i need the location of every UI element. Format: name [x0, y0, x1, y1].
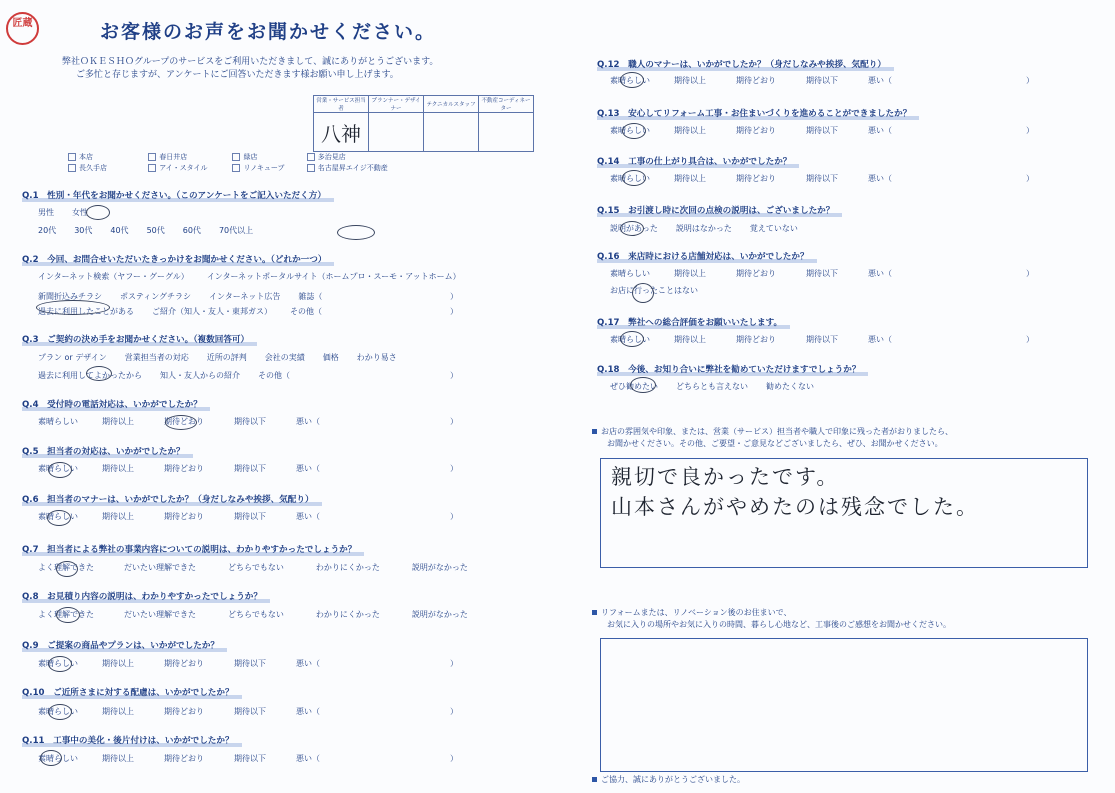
- answer-option[interactable]: 悪い（: [296, 659, 320, 668]
- answer-mark-q9: [48, 656, 72, 672]
- left-options-row: [38, 352, 415, 363]
- answer-option[interactable]: 価格: [322, 353, 339, 362]
- left-question-8: Q.9 ご提案の商品やプランは、いかがでしたか？: [22, 639, 219, 651]
- answer-option[interactable]: 素晴らしい: [610, 335, 650, 344]
- left-options-row: [38, 271, 479, 282]
- answer-option[interactable]: わかりにくかった: [315, 610, 380, 619]
- answer-option[interactable]: 期待以上: [674, 76, 706, 85]
- answer-option[interactable]: 女性: [72, 208, 88, 217]
- answer-option[interactable]: 新聞折込みチラシ: [38, 292, 102, 301]
- answer-option[interactable]: 期待どおり: [736, 76, 776, 85]
- answer-option[interactable]: 期待以下: [806, 335, 838, 344]
- right-question-1: Q.13 安心してリフォーム工事・お住まいづくりを進めることができましたか？: [597, 107, 911, 119]
- answer-option[interactable]: ）: [450, 754, 458, 763]
- answer-option[interactable]: 説明がなかった: [411, 610, 468, 619]
- answer-option[interactable]: どちらでもない: [228, 563, 284, 572]
- intro-line-2: ご多忙と存じますが、アンケートにご回答いただきます様お願い申し上げます。: [76, 70, 399, 80]
- left-options-row: [38, 562, 486, 573]
- staff-sales-name[interactable]: 八神: [314, 113, 369, 152]
- answer-option[interactable]: 素晴らしい: [38, 512, 78, 521]
- right-options-row: [610, 285, 716, 296]
- answer-mark-q17: [620, 331, 644, 347]
- staff-header: プランナー・デザイナー: [369, 96, 424, 113]
- left-question-3: Q.4 受付時の電話対応は、いかがでしたか？: [22, 398, 202, 410]
- answer-option[interactable]: 期待どおり: [164, 464, 204, 473]
- answer-option[interactable]: 期待以上: [102, 512, 134, 521]
- answer-option[interactable]: プラン or デザイン: [38, 353, 107, 362]
- answer-option[interactable]: どちらとも言えない: [676, 382, 748, 391]
- store-option[interactable]: 春日井店: [148, 152, 230, 163]
- answer-option[interactable]: 男性: [38, 208, 54, 217]
- staff-header: 営業・サービス担当者: [314, 96, 369, 113]
- answer-option[interactable]: インターネット広告: [209, 292, 281, 301]
- answer-mark-q16: [632, 283, 654, 303]
- answer-option[interactable]: 期待どおり: [164, 512, 204, 521]
- right-options-row: [610, 75, 1034, 86]
- right-options-row: [610, 173, 1034, 184]
- answer-option[interactable]: 期待以上: [102, 417, 134, 426]
- answer-mark-q5: [48, 462, 72, 478]
- answer-option[interactable]: 期待以下: [806, 76, 838, 85]
- right-question-4: Q.16 来店時における店舗対応は、いかがでしたか？: [597, 250, 809, 262]
- right-question-2: Q.14 工事の仕上がり具合は、いかがでしたか？: [597, 155, 791, 167]
- answer-option[interactable]: 期待以下: [234, 417, 266, 426]
- store-option[interactable]: 長久手店: [68, 163, 146, 174]
- answer-option[interactable]: 会社の実績: [264, 353, 305, 362]
- answer-option[interactable]: 期待以上: [102, 464, 134, 473]
- left-options-row: [38, 225, 271, 236]
- intro-line-1: 弊社ＯＫＥＳＨＯグループのサービスをご利用いただきまして、誠にありがとうございます。: [62, 57, 439, 67]
- answer-option[interactable]: ）: [450, 417, 458, 426]
- answer-option[interactable]: 素晴らしい: [38, 417, 78, 426]
- answer-option[interactable]: 悪い（: [868, 126, 892, 135]
- answer-mark-q12: [620, 72, 644, 88]
- comment2-box[interactable]: [600, 638, 1088, 772]
- answer-option[interactable]: 40代: [110, 226, 129, 235]
- answer-mark-q15: [620, 221, 644, 236]
- left-question-6: Q.7 担当者による弊社の事業内容についての説明は、わかりやすかったでしょうか？: [22, 543, 356, 555]
- answer-option[interactable]: その他（: [258, 371, 290, 380]
- answer-option[interactable]: 素晴らしい: [610, 126, 650, 135]
- left-options-row: [38, 511, 458, 522]
- bullet-square-icon: [592, 429, 597, 434]
- answer-option[interactable]: よく理解できた: [38, 610, 94, 619]
- answer-mark-q7: [56, 561, 78, 577]
- answer-option[interactable]: 期待どおり: [736, 335, 776, 344]
- answer-option[interactable]: ）: [450, 307, 458, 316]
- answer-option[interactable]: 期待以下: [806, 126, 838, 135]
- comment1-answer-line-1: 親切で良かったです。: [611, 465, 840, 489]
- answer-option[interactable]: 30代: [74, 226, 93, 235]
- staff-header: テクニカルスタッフ: [424, 96, 479, 113]
- page-title: お客様のお声をお聞かせください。: [100, 21, 437, 43]
- answer-option[interactable]: 70代以上: [218, 226, 254, 235]
- answer-option[interactable]: 期待以下: [234, 754, 266, 763]
- answer-option[interactable]: 期待以下: [234, 512, 266, 521]
- answer-option[interactable]: 期待どおり: [164, 659, 204, 668]
- answer-option[interactable]: ）: [1026, 76, 1034, 85]
- answer-option[interactable]: 期待以上: [674, 126, 706, 135]
- answer-mark-q6: [47, 510, 71, 526]
- staff-realestate-name[interactable]: [479, 113, 534, 152]
- answer-option[interactable]: 20代: [38, 226, 57, 235]
- answer-option[interactable]: 説明があった: [610, 224, 658, 233]
- answer-option[interactable]: だいたい理解できた: [124, 563, 196, 572]
- answer-option[interactable]: 悪い（: [296, 754, 320, 763]
- answer-option[interactable]: 悪い（: [868, 174, 892, 183]
- store-option[interactable]: 本店: [68, 152, 146, 163]
- answer-option[interactable]: 悪い（: [296, 512, 320, 521]
- answer-option[interactable]: ）: [450, 464, 458, 473]
- staff-technical-name[interactable]: [424, 113, 479, 152]
- answer-option[interactable]: お店に行ったことはない: [610, 286, 698, 295]
- answer-option[interactable]: 期待以下: [234, 464, 266, 473]
- answer-option[interactable]: よく理解できた: [38, 563, 94, 572]
- answer-option[interactable]: 期待以上: [674, 269, 706, 278]
- answer-option[interactable]: 説明がなかった: [411, 563, 468, 572]
- answer-option[interactable]: 期待以上: [674, 174, 706, 183]
- answer-option[interactable]: ）: [450, 292, 458, 301]
- store-checklist: [68, 152, 388, 174]
- left-question-5: Q.6 担当者のマナーは、いかがでしたか？（身だしなみや挨拶、気配り）: [22, 493, 314, 505]
- answer-option[interactable]: ご紹介（知人・友人・東邦ガス）: [152, 307, 272, 316]
- answer-option[interactable]: 素晴らしい: [610, 174, 650, 183]
- staff-planner-name[interactable]: [369, 113, 424, 152]
- answer-option[interactable]: 素晴らしい: [38, 464, 78, 473]
- left-question-7: Q.8 お見積り内容の説明は、わかりやすかったでしょうか？: [22, 590, 262, 602]
- left-options-row: [38, 753, 458, 764]
- left-options-row: [38, 370, 458, 381]
- answer-option[interactable]: ）: [1026, 269, 1034, 278]
- left-options-row: [38, 609, 486, 620]
- answer-option[interactable]: 素晴らしい: [610, 269, 650, 278]
- answer-option[interactable]: ）: [1026, 126, 1034, 135]
- store-option[interactable]: 緑店: [232, 152, 304, 163]
- answer-option[interactable]: 期待どおり: [736, 126, 776, 135]
- answer-option[interactable]: ）: [450, 371, 458, 380]
- answer-option[interactable]: インターネット検索（ヤフー・グーグル）: [38, 272, 189, 281]
- answer-mark-q4: [165, 415, 197, 430]
- answer-option[interactable]: 説明はなかった: [675, 224, 732, 233]
- left-options-row: [38, 706, 458, 717]
- left-question-1: Q.2 今回、お問合せいただいたきっかけをお聞かせください。（どれか一つ）: [22, 253, 326, 265]
- left-options-row: [38, 658, 458, 669]
- answer-option[interactable]: 素晴らしい: [610, 76, 650, 85]
- right-options-row: [610, 125, 1034, 136]
- answer-option[interactable]: 悪い（: [868, 269, 892, 278]
- answer-option[interactable]: 期待以下: [806, 269, 838, 278]
- staff-header: 不動産コーディネーター: [479, 96, 534, 113]
- answer-option[interactable]: 営業担当者の対応: [124, 353, 189, 362]
- answer-option[interactable]: 期待以上: [102, 707, 134, 716]
- comment1-answer-line-2: 山本さんがやめたのは残念でした。: [611, 495, 979, 519]
- answer-option[interactable]: ）: [450, 707, 458, 716]
- answer-option[interactable]: わかり易さ: [356, 353, 397, 362]
- answer-mark-q1-gender: [86, 205, 110, 220]
- left-question-10: Q.11 工事中の美化・後片付けは、いかがでしたか？: [22, 734, 234, 746]
- answer-mark-q11: [40, 750, 62, 766]
- answer-option[interactable]: 期待どおり: [736, 174, 776, 183]
- comment1-box[interactable]: [600, 458, 1088, 568]
- answer-option[interactable]: ぜひ勧めたい: [610, 382, 658, 391]
- bullet-square-icon: [592, 610, 597, 615]
- answer-option[interactable]: ）: [450, 512, 458, 521]
- answer-option[interactable]: 期待どおり: [164, 417, 204, 426]
- right-question-3: Q.15 お引渡し時に次回の点検の説明は、ございましたか？: [597, 204, 834, 216]
- answer-option[interactable]: 50代: [146, 226, 165, 235]
- answer-option[interactable]: 勧めたくない: [766, 382, 814, 391]
- answer-option[interactable]: ポスティングチラシ: [120, 292, 192, 301]
- answer-option[interactable]: 期待以上: [102, 659, 134, 668]
- right-question-5: Q.17 弊社への総合評価をお願いいたします。: [597, 316, 782, 328]
- answer-option[interactable]: 悪い（: [296, 464, 320, 473]
- right-options-row: [610, 268, 1034, 279]
- answer-mark-q1-age: [337, 225, 375, 240]
- answer-option[interactable]: わかりにくかった: [315, 563, 380, 572]
- answer-option[interactable]: 期待どおり: [164, 707, 204, 716]
- answer-option[interactable]: 素晴らしい: [38, 707, 78, 716]
- answer-option[interactable]: 60代: [182, 226, 201, 235]
- answer-mark-q13: [622, 123, 646, 139]
- right-question-0: Q.12 職人のマナーは、いかがでしたか？（身だしなみや挨拶、気配り）: [597, 58, 886, 70]
- company-seal: 匠蔵: [6, 12, 39, 45]
- comment2-prompt: リフォームまたは、リノベーション後のお住まいで、 お気に入りの場所やお気に入りの時間、暮らし心地など、工事後のご感想をお聞かせください。: [592, 607, 951, 631]
- answer-mark-q10: [48, 704, 72, 720]
- answer-option[interactable]: 覚えていない: [749, 224, 798, 233]
- answer-mark-q2: [36, 300, 110, 315]
- right-options-row: [610, 334, 1034, 345]
- answer-option[interactable]: インターネットポータルサイト（ホームプロ・スーモ・アットホーム）: [206, 272, 461, 281]
- answer-option[interactable]: その他（: [290, 307, 322, 316]
- left-options-row: [38, 463, 458, 474]
- store-option[interactable]: 名古屋昇エイジ不動産: [307, 164, 388, 172]
- comment1-prompt: お店の雰囲気や印象、または、営業（サービス）担当者や職人で印象に残った者がおりましたら、 お聞かせください。その他、ご要望・ご意見などございましたら、ぜひ、お聞かせください。: [592, 426, 953, 450]
- answer-mark-q3: [86, 366, 112, 381]
- answer-option[interactable]: 過去に利用したことがある: [38, 307, 134, 316]
- answer-option[interactable]: どちらでもない: [228, 610, 284, 619]
- store-option[interactable]: アイ・スタイル: [148, 163, 230, 174]
- answer-option[interactable]: 悪い（: [296, 417, 320, 426]
- answer-option[interactable]: ）: [1026, 174, 1034, 183]
- answer-option[interactable]: 素晴らしい: [38, 659, 78, 668]
- left-question-9: Q.10 ご近所さまに対する配慮は、いかがでしたか？: [22, 686, 234, 698]
- answer-option[interactable]: 期待どおり: [164, 754, 204, 763]
- answer-option[interactable]: 知人・友人からの紹介: [160, 371, 240, 380]
- answer-option[interactable]: 雑誌（: [298, 292, 323, 301]
- answer-option[interactable]: 期待以下: [234, 659, 266, 668]
- answer-option[interactable]: 期待以下: [234, 707, 266, 716]
- answer-option[interactable]: 過去に利用してよかったから: [38, 371, 142, 380]
- answer-mark-q8: [56, 607, 80, 623]
- store-option[interactable]: リノキューブ: [232, 163, 304, 174]
- answer-option[interactable]: ）: [1026, 335, 1034, 344]
- answer-mark-q14: [622, 170, 646, 186]
- staff-table: [313, 95, 534, 152]
- bullet-square-icon: [592, 777, 597, 782]
- answer-option[interactable]: 悪い（: [868, 335, 892, 344]
- answer-option[interactable]: だいたい理解できた: [124, 610, 196, 619]
- answer-option[interactable]: 近所の評判: [206, 353, 247, 362]
- left-question-4: Q.5 担当者の対応は、いかがでしたか？: [22, 445, 185, 457]
- answer-option[interactable]: 悪い（: [868, 76, 892, 85]
- answer-mark-q18: [630, 377, 656, 393]
- store-option[interactable]: 多治見店: [307, 153, 346, 161]
- answer-option[interactable]: 期待どおり: [736, 269, 776, 278]
- left-question-0: Q.1 性別・年代をお聞かせください。（このアンケートをご記入いただく方）: [22, 189, 326, 201]
- answer-option[interactable]: 期待以下: [806, 174, 838, 183]
- answer-option[interactable]: ）: [450, 659, 458, 668]
- answer-option[interactable]: 期待以上: [674, 335, 706, 344]
- answer-option[interactable]: 期待以上: [102, 754, 134, 763]
- footer-thanks: ご協力、誠にありがとうございました。: [592, 774, 745, 785]
- answer-option[interactable]: 素晴らしい: [38, 754, 78, 763]
- left-question-2: Q.3 ご契約の決め手をお聞かせください。（複数回答可）: [22, 333, 249, 345]
- answer-option[interactable]: 悪い（: [296, 707, 320, 716]
- right-question-6: Q.18 今後、お知り合いに弊社を勧めていただけますでしょうか？: [597, 363, 860, 375]
